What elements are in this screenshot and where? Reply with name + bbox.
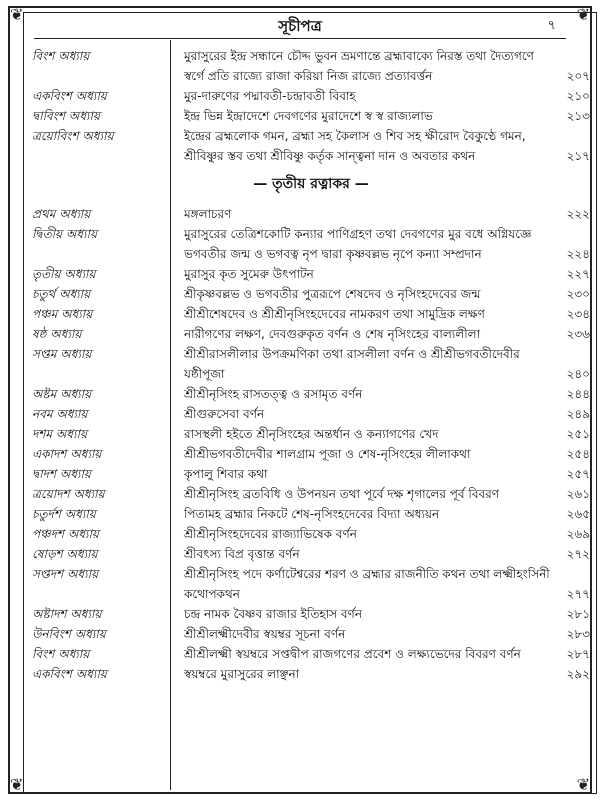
chapter-label: সপ্তম অধ্যায়: [32, 347, 92, 361]
chapter-title: শ্রীকৃষ্ণবল্লভ ও ভগবতীর পুত্ররূপে শেষদেব ও নৃসিংহদেবের জন্ম: [184, 287, 481, 301]
page-ref: ২২৪: [566, 247, 590, 261]
corner-ornament-icon: ❦: [576, 5, 590, 24]
chapter-title: ইন্দ্রের ব্রহ্মলোক গমন, ব্রহ্মা সহ কৈলাস ও শিব সহ ক্ষীরোদ বৈকুণ্ঠে গমন, শ্রীবিষ্ণুর স্তব তথা শ্রীবিষ্ণু কর্তৃক সান্ত্বনা দান ও অবতার কথন: [184, 129, 526, 163]
toc-entry: [32, 664, 590, 684]
toc-entry: [32, 624, 590, 644]
toc-entry: [32, 46, 590, 86]
chapter-label: ষষ্ঠ অধ্যায়: [32, 327, 82, 341]
toc-list-top: [32, 46, 590, 166]
chapter-title: শ্রীশ্রীরাসলীলার উপক্রমণিকা তথা রাসলীলা বর্ণন ও শ্রীশ্রীভগবতীদেবীর যষ্ঠীপূজা: [184, 347, 520, 381]
toc-list-bottom: [32, 204, 590, 684]
chapter-title: শ্রীশ্রীভগবতীদেবীর শালগ্রাম পূজা ও শেষ-নৃসিংহের লীলাকথা: [184, 447, 471, 461]
chapter-label: প্রথম অধ্যায়: [32, 207, 91, 221]
page-ref: ২৪০: [566, 367, 590, 381]
chapter-title: শ্রীশ্রীনৃসিংহদেবের রাজ্যাভিষেক বর্ণন: [184, 527, 357, 541]
page-ref: ২১০: [566, 89, 590, 103]
page-ref: ২৪৪: [566, 387, 590, 401]
toc-entry: [32, 404, 590, 424]
chapter-title: শ্রীবৎস্য বিপ্র বৃত্তান্ত বর্ণন: [184, 547, 300, 561]
chapter-title: শ্রীশ্রীনৃসিংহ ব্রতবিধি ও উপনয়ন তথা পূর্বে দক্ষ শৃগালের পূর্ব বিবরণ: [184, 487, 500, 501]
toc-entry: [32, 424, 590, 444]
chapter-label: সপ্তদশ অধ্যায়: [32, 567, 99, 581]
page-ref: ২৮১: [566, 607, 590, 621]
chapter-title: শ্রীশ্রীলক্ষ্মীদেবীর স্বয়ম্বর সূচনা বর্ণন: [184, 627, 346, 641]
toc-entry: [32, 86, 590, 106]
toc-entry: [32, 344, 590, 384]
toc-entry: [32, 604, 590, 624]
page-header: [34, 12, 566, 39]
toc-entry: [32, 464, 590, 484]
toc-entry: [32, 126, 590, 166]
chapter-title: স্বয়ম্বরে মুরাসুরের লাঞ্ছনা: [184, 667, 300, 681]
chapter-title: পিতামহ ব্রহ্মার নিকটে শেষ-নৃসিংহদেবের বিদ্যা অধ্যয়ন: [184, 507, 440, 521]
page-ref: ২৬৫: [566, 507, 590, 521]
page-ref: ২৮৭: [566, 647, 590, 661]
toc-entry: [32, 106, 590, 126]
page-ref: ২২৭: [566, 267, 590, 281]
page-ref: ২৭৭: [566, 587, 590, 601]
page-ref: ২৩৬: [566, 327, 590, 341]
chapter-title: কৃপালু শিবার কথা: [184, 467, 268, 481]
chapter-label: উনবিংশ অধ্যায়: [32, 627, 106, 641]
page-ref: ২৬৯: [566, 527, 590, 541]
toc-entry: [32, 484, 590, 504]
chapter-label: একবিংশ অধ্যায়: [32, 89, 107, 103]
page-ref: ২১৩: [566, 109, 590, 123]
chapter-label: নবম অধ্যায়: [32, 407, 88, 421]
chapter-label: বিংশ অধ্যায়: [32, 49, 90, 63]
chapter-label: অষ্টাদশ অধ্যায়: [32, 607, 102, 621]
corner-ornament-icon: ❦: [576, 775, 590, 794]
chapter-label: দশম অধ্যায়: [32, 427, 88, 441]
chapter-title: মুরাসুরের ইন্দ্র সন্ধানে চৌদ্দ ভুবন ভ্রমণান্তে ব্রহ্মাবাক্যে নিরস্ত তথা দৈত্যগণে স্বর্গে প্রতি রাজ্যে রাজা করিয়া নিজ রাজ্যে প্রত্যাবর্ত্তন: [184, 49, 534, 83]
page-ref: ২২২: [566, 207, 590, 221]
chapter-label: চতুর্থ অধ্যায়: [32, 287, 91, 301]
chapter-title: মঙ্গলাচরণ: [184, 207, 232, 221]
chapter-label: দ্বাদশ অধ্যায়: [32, 467, 91, 481]
toc-entry: [32, 224, 590, 264]
page-title: সূচীপত্র: [278, 17, 322, 35]
chapter-title: চন্দ্র নামক বৈষ্ণব রাজার ইতিহাস বর্ণন: [184, 607, 362, 621]
toc-entry: [32, 384, 590, 404]
section-title: — তৃতীয় রত্নাকর —: [253, 176, 369, 192]
page-ref: ২৭২: [566, 547, 590, 561]
chapter-label: ষোড়শ অধ্যায়: [32, 547, 98, 561]
chapter-label: ত্রয়োদশ অধ্যায়: [32, 487, 105, 501]
chapter-label: দ্বিতীয় অধ্যায়: [32, 227, 98, 241]
chapter-title: মুরাসুর কৃত সুমেরু উৎপাটন: [184, 267, 314, 281]
chapter-title: শ্রীশ্রীনৃসিংহ রাসতত্ত্ব ও রসামৃত বর্ণন: [184, 387, 363, 401]
chapter-title: রাসস্থলী হইতে শ্রীনৃসিংহের অন্তর্ধান ও কন্যাগণের খেদ: [184, 427, 439, 441]
toc-entry: [32, 304, 590, 324]
chapter-label: দ্বাবিংশ অধ্যায়: [32, 109, 100, 123]
chapter-label: অষ্টম অধ্যায়: [32, 387, 92, 401]
chapter-label: বিংশ অধ্যায়: [32, 647, 90, 661]
page-ref: ২৯২: [566, 667, 590, 681]
chapter-title: শ্রীগুরুসেবা বর্ণন: [184, 407, 265, 421]
page-border: [8, 6, 592, 794]
toc-entry: [32, 504, 590, 524]
page-ref: ২৮৩: [566, 627, 590, 641]
toc-entry: [32, 204, 590, 224]
chapter-label: তৃতীয় অধ্যায়: [32, 267, 96, 281]
chapter-title: শ্রীশ্রীলক্ষ্মী স্বয়ম্বরে সপ্তদ্বীপ রাজগণের প্রবেশ ও লক্ষ্যভেদের বিবরণ বর্ণন: [184, 647, 521, 661]
toc-entry: [32, 444, 590, 464]
chapter-label: পঞ্চম অধ্যায়: [32, 307, 93, 321]
toc-entry: [32, 544, 590, 564]
toc-entry: [32, 324, 590, 344]
toc-entry: [32, 264, 590, 284]
chapter-title: মুর-দারুণের পদ্মাবতী-চন্দ্রাবতী বিবাহ: [184, 89, 356, 103]
chapter-title: নারীগণের লক্ষণ, দেবগুরুকৃত বর্ণন ও শেষ নৃসিংহের বাল্যলীলা: [184, 327, 481, 341]
page-ref: ২৫৪: [566, 447, 590, 461]
toc-entry: [32, 644, 590, 664]
chapter-label: একাদশ অধ্যায়: [32, 447, 102, 461]
chapter-title: শ্রীশ্রীনৃসিংহ পদে কর্ণাটেশ্বরের শরণ ও ব্রহ্মার রাজনীতি কথন তথা লক্ষ্মীহংসিনী কথোপকথন: [184, 567, 550, 601]
chapter-title: মুরাসুরের তেত্রিশকোটি কন্যার পাণিগ্রহণ তথা দেবগণের মুর বধে অগ্নিযজ্ঞে ভগবতীর জন্ম ও ভগবত্ব নৃপ দ্বারা কৃষ্ণবল্লভ নৃপে কন্যা সম্প্রদান: [184, 227, 532, 261]
toc-entry: [32, 284, 590, 304]
toc-entry: [32, 524, 590, 544]
chapter-label: একবিংশ অধ্যায়: [32, 667, 107, 681]
page-ref: ২৩৪: [566, 307, 590, 321]
page-number: ৭: [547, 18, 556, 33]
page-ref: ২০৭: [566, 69, 590, 83]
chapter-label: পঞ্চদশ অধ্যায়: [32, 527, 99, 541]
page-ref: ২৪৯: [566, 407, 590, 421]
corner-ornament-icon: ❦: [10, 5, 24, 24]
page-ref: ২১৭: [566, 149, 590, 163]
page-ref: ২৩০: [566, 287, 590, 301]
page-ref: ২৫১: [566, 427, 590, 441]
page-ref: ২৫৭: [566, 467, 590, 481]
chapter-label: ত্রয়োবিংশ অধ্যায়: [32, 129, 114, 143]
corner-ornament-icon: ❦: [10, 775, 24, 794]
chapter-title: ইন্দ্র ভিন্ন ইন্দ্রাদেশে দেবগণের মুরাদেশে স্ব স্ব রাজ্যলাভ: [184, 109, 433, 123]
page-ref: ২৬১: [566, 487, 590, 501]
toc-content: [32, 46, 590, 684]
chapter-title: শ্রীশ্রীশেষদেব ও শ্রীশ্রীনৃসিংহদেবের নামকরণ তথা সামুদ্রিক লক্ষণ: [184, 307, 485, 321]
toc-entry: [32, 564, 590, 604]
chapter-label: চতুর্দশ অধ্যায়: [32, 507, 96, 521]
